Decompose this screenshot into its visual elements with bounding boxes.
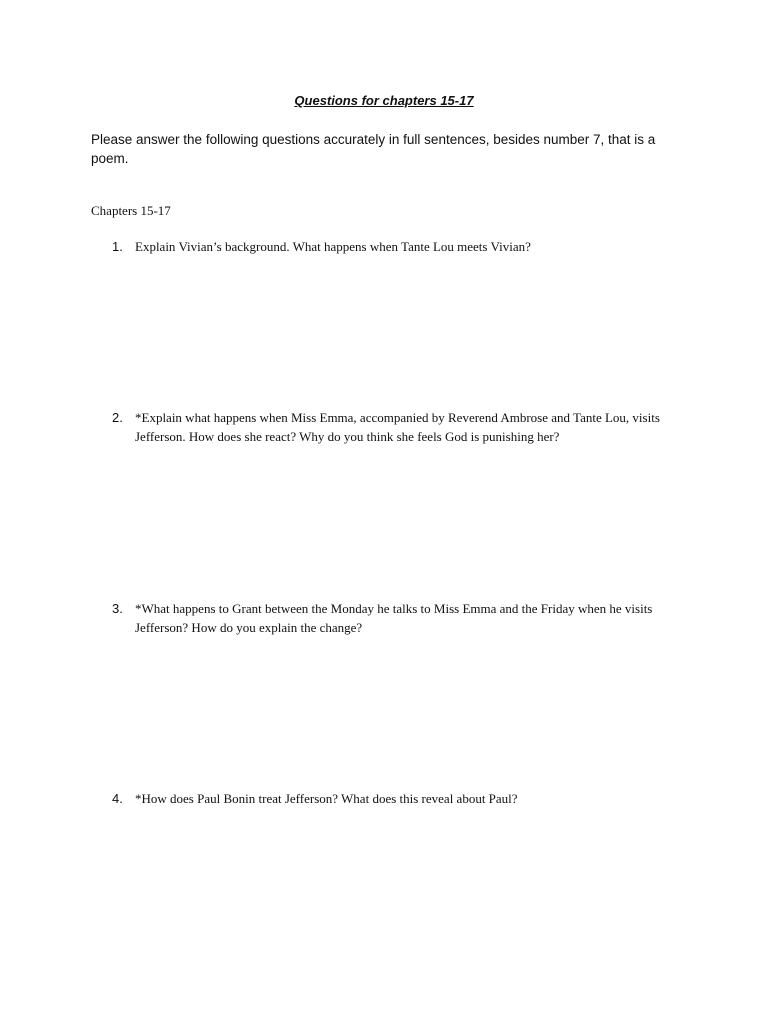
question-item	[112, 408, 672, 446]
question-text: *Explain what happens when Miss Emma, accompanied by Reverend Ambrose and Tante Lou, visits Jefferson. How does she react? Why do you think she feels God is punishing her?	[135, 410, 660, 444]
question-text: *How does Paul Bonin treat Jefferson? What does this reveal about Paul?	[135, 791, 518, 806]
question-item	[112, 789, 672, 808]
instructions-text: Please answer the following questions accurately in full sentences, besides number 7, that is a poem.	[91, 132, 656, 166]
question-item	[112, 599, 672, 637]
question-number: 2.	[112, 410, 123, 425]
question-text: Explain Vivian’s background. What happens when Tante Lou meets Vivian?	[135, 239, 531, 254]
question-item	[112, 237, 672, 256]
question-number: 4.	[112, 791, 123, 806]
question-text: *What happens to Grant between the Monday he talks to Miss Emma and the Friday when he visits Jefferson? How do you explain the change?	[135, 601, 653, 635]
question-number: 1.	[112, 239, 123, 254]
document-title: Questions for chapters 15-17	[294, 93, 474, 108]
section-label: Chapters 15-17	[91, 203, 171, 218]
question-number: 3.	[112, 601, 123, 616]
